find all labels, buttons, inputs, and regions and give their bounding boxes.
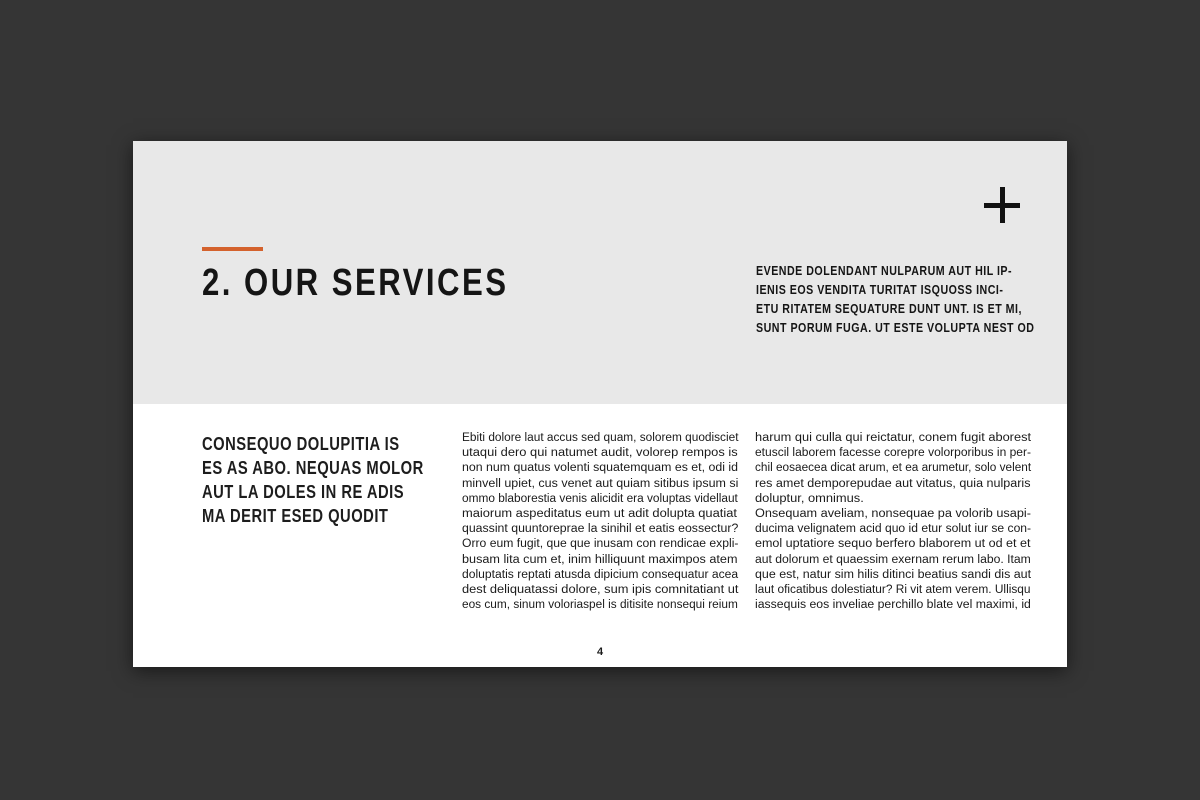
body-line: doluptatis reptati atusda dipicium consequatur acea xyxy=(462,568,739,581)
intro-line: SUNT PORUM FUGA. UT ESTE VOLUPTA NEST OD xyxy=(756,320,1035,335)
accent-rule xyxy=(202,247,263,251)
intro-text xyxy=(756,261,1035,337)
intro-line: EVENDE DOLENDANT NULPARUM AUT HIL IP- xyxy=(756,263,1013,278)
body-line: dest deliquatassi dolore, sum ipis comnitatiant ut xyxy=(462,584,739,597)
body-line: iassequis eos inveliae perchillo blate vel maximi, id xyxy=(755,599,1031,612)
intro-line: ETU RITATEM SEQUATURE DUNT UNT. IS ET MI, xyxy=(756,301,1022,316)
body-column-1 xyxy=(462,431,738,613)
body-line: busam lita cum et, inim hilliquunt maximpos atem xyxy=(462,553,738,566)
plus-icon xyxy=(984,187,1020,223)
body-line: ommo blaborestia venis alicidit era voluptas videllaut xyxy=(462,492,738,505)
body-line: que est, natur sim hilis ditinci beatius sandi dis aut xyxy=(755,568,1032,581)
lead-line: ES AS ABO. NEQUAS MOLOR xyxy=(202,458,424,478)
page-number: 4 xyxy=(596,646,604,658)
body-line: Onsequam aveliam, nonsequae pa volorib usapi- xyxy=(755,508,1031,521)
section-title: 2. OUR SERVICES xyxy=(202,262,509,304)
body-line: doluptur, omnimus. xyxy=(755,492,864,505)
body-line: etuscil laborem facesse corepre volorporibus in per- xyxy=(755,447,1031,460)
body-line: maiorum aspeditatus eum ut adit dolupta quatiat xyxy=(462,508,737,521)
lead-line: MA DERIT ESED QUODIT xyxy=(202,506,389,526)
body-line: Ebiti dolore laut accus sed quam, solorem quodisciet xyxy=(462,432,739,444)
body-line: ducima velignatem acid quo id etur solut iur se con- xyxy=(755,523,1032,536)
body-line: harum qui culla qui reictatur, conem fugit aborest xyxy=(755,432,1032,444)
body-line: chil eosaecea dicat arum, et ea arumetur, solo velent xyxy=(755,462,1032,475)
body-line: emol uptatiore sequo berfero blaborem ut od et et xyxy=(755,538,1031,551)
body-line: minvell upiet, cus venet aut quiam sitibus ipsum si xyxy=(462,477,739,490)
body-line: quassint quuntoreprae la sinihil et eatis eossectur? xyxy=(462,523,739,536)
body-line: eos cum, sinum voloriaspel is ditisite nonsequi reium xyxy=(462,599,738,612)
body-line: Orro eum fugit, que que inusam con rendicae expli- xyxy=(462,538,739,551)
body-line: non num quatus volenti squatemquam es et, odi id xyxy=(462,462,738,475)
lead-line: CONSEQUO DOLUPITIA IS xyxy=(202,434,400,454)
body-line: aut dolorum et quaessim exernam rerum labo. Itam xyxy=(755,553,1031,566)
body-line: res amet demporepudae aut vitatus, quia nulparis xyxy=(755,477,1031,490)
body-line: utaqui dero qui natumet audit, volorep rempos is xyxy=(462,447,738,460)
lead-paragraph xyxy=(202,432,424,528)
body-line: laut oficatibus dolestiatur? Ri vit atem verem. Ullisqu xyxy=(755,584,1031,597)
body-column-2 xyxy=(755,431,1031,613)
document-page xyxy=(133,141,1067,667)
intro-line: IENIS EOS VENDITA TURITAT ISQUOSS INCI- xyxy=(756,282,1004,297)
lead-line: AUT LA DOLES IN RE ADIS xyxy=(202,482,405,502)
